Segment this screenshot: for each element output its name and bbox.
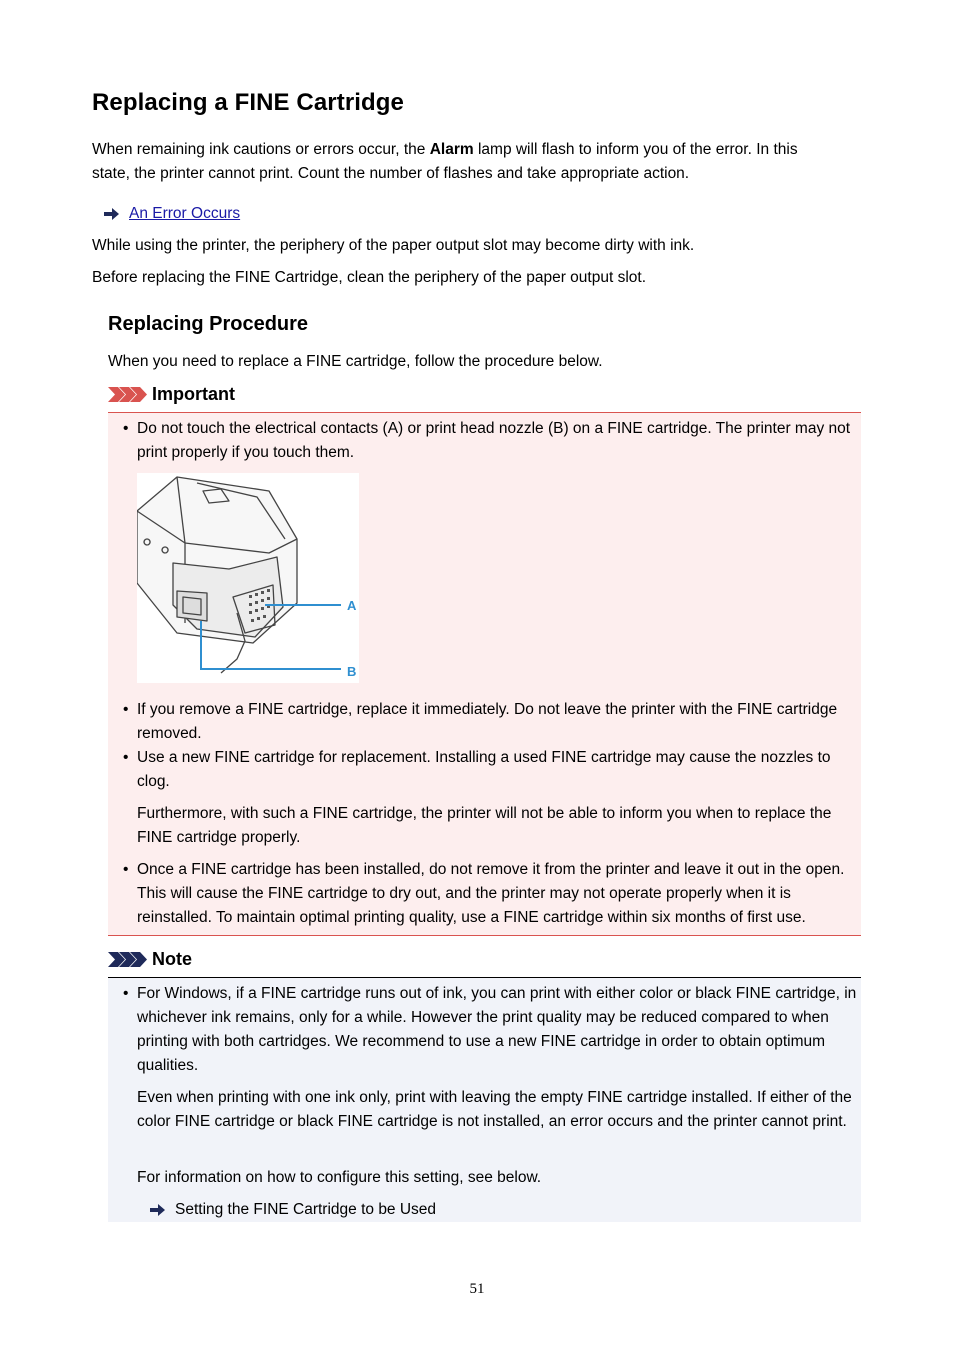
bullet: • [123,420,129,437]
setting-link-row[interactable] [150,1198,436,1222]
important-item-1: Do not touch the electrical contacts (A) or print head nozzle (B) on a FINE cartridge. The printer may not print properly if you touch them. [137,420,851,461]
intro-text-2: lamp will flash to inform you of the error. In this [473,141,798,158]
note-header [108,949,192,970]
clean-paragraph: Before replacing the FINE Cartridge, clean the periphery of the paper output slot. [92,269,647,286]
important-chevrons-icon [108,386,148,403]
bullet: • [123,701,129,718]
bullet: • [123,861,129,878]
important-item-4: Once a FINE cartridge has been installed, do not remove it from the printer and leave it out in the open. This will cause the FINE cartridge to dry out, and the printer may not operate properly when it is reinstalled. To maintain optimal printing quality, use a FINE cartridge within six months of first use. [137,861,845,926]
error-link-row[interactable] [104,202,240,226]
important-item-3: Use a new FINE cartridge for replacement. Installing a used FINE cartridge may cause the nozzles to clog. [137,749,831,790]
dirty-paragraph: While using the printer, the periphery of the paper output slot may become dirty with ink. [92,237,695,254]
note-item-1: For Windows, if a FINE cartridge runs out of ink, you can print with either color or black FINE cartridge, in whichever ink remains, only for a while. However the print quality may be reduced compared to when printing with both cartridges. We recommend to use a new FINE cartridge in order to obtain optimum qualities. [137,985,857,1074]
important-item-3-continued: Furthermore, with such a FINE cartridge, the printer will not be able to inform you when to replace the FINE cartridge properly. [137,805,832,846]
page-title: Replacing a FINE Cartridge [92,89,404,116]
figure-label-a: A [347,598,357,613]
procedure-heading: Replacing Procedure [108,313,309,335]
bullet: • [123,985,129,1002]
important-heading: Important [152,384,235,404]
setting-fine-cartridge-link[interactable]: Setting the FINE Cartridge to be Used [175,1201,437,1218]
page-number: 51 [469,1281,485,1297]
intro-paragraph [92,138,852,186]
intro-bold-alarm: Alarm [429,141,474,158]
note-box [108,977,861,1222]
note-item-1-info: For information on how to configure this setting, see below. [137,1169,542,1186]
right-arrow-icon [104,208,120,220]
important-box [108,412,861,936]
note-heading: Note [152,949,192,969]
note-chevrons-icon [108,951,148,968]
procedure-intro: When you need to replace a FINE cartridge, follow the procedure below. [108,353,603,370]
fine-cartridge-illustration [137,473,359,683]
intro-text-1: When remaining ink cautions or errors occur, the [92,141,430,158]
note-item-1-continued: Even when printing with one ink only, print with leaving the empty FINE cartridge installed. If either of the color FINE cartridge or black FINE cartridge is not installed, an error occurs and the printer cannot print. [137,1089,852,1130]
error-occurs-link[interactable]: An Error Occurs [129,205,241,222]
important-header [108,384,235,405]
intro-text-3: state, the printer cannot print. Count the number of flashes and take appropriate action. [92,165,690,182]
bullet: • [123,749,129,766]
important-item-2: If you remove a FINE cartridge, replace it immediately. Do not leave the printer with the FINE cartridge removed. [137,701,838,742]
right-arrow-icon [150,1204,166,1216]
figure-label-b: B [347,664,357,679]
cartridge-figure [137,473,359,683]
